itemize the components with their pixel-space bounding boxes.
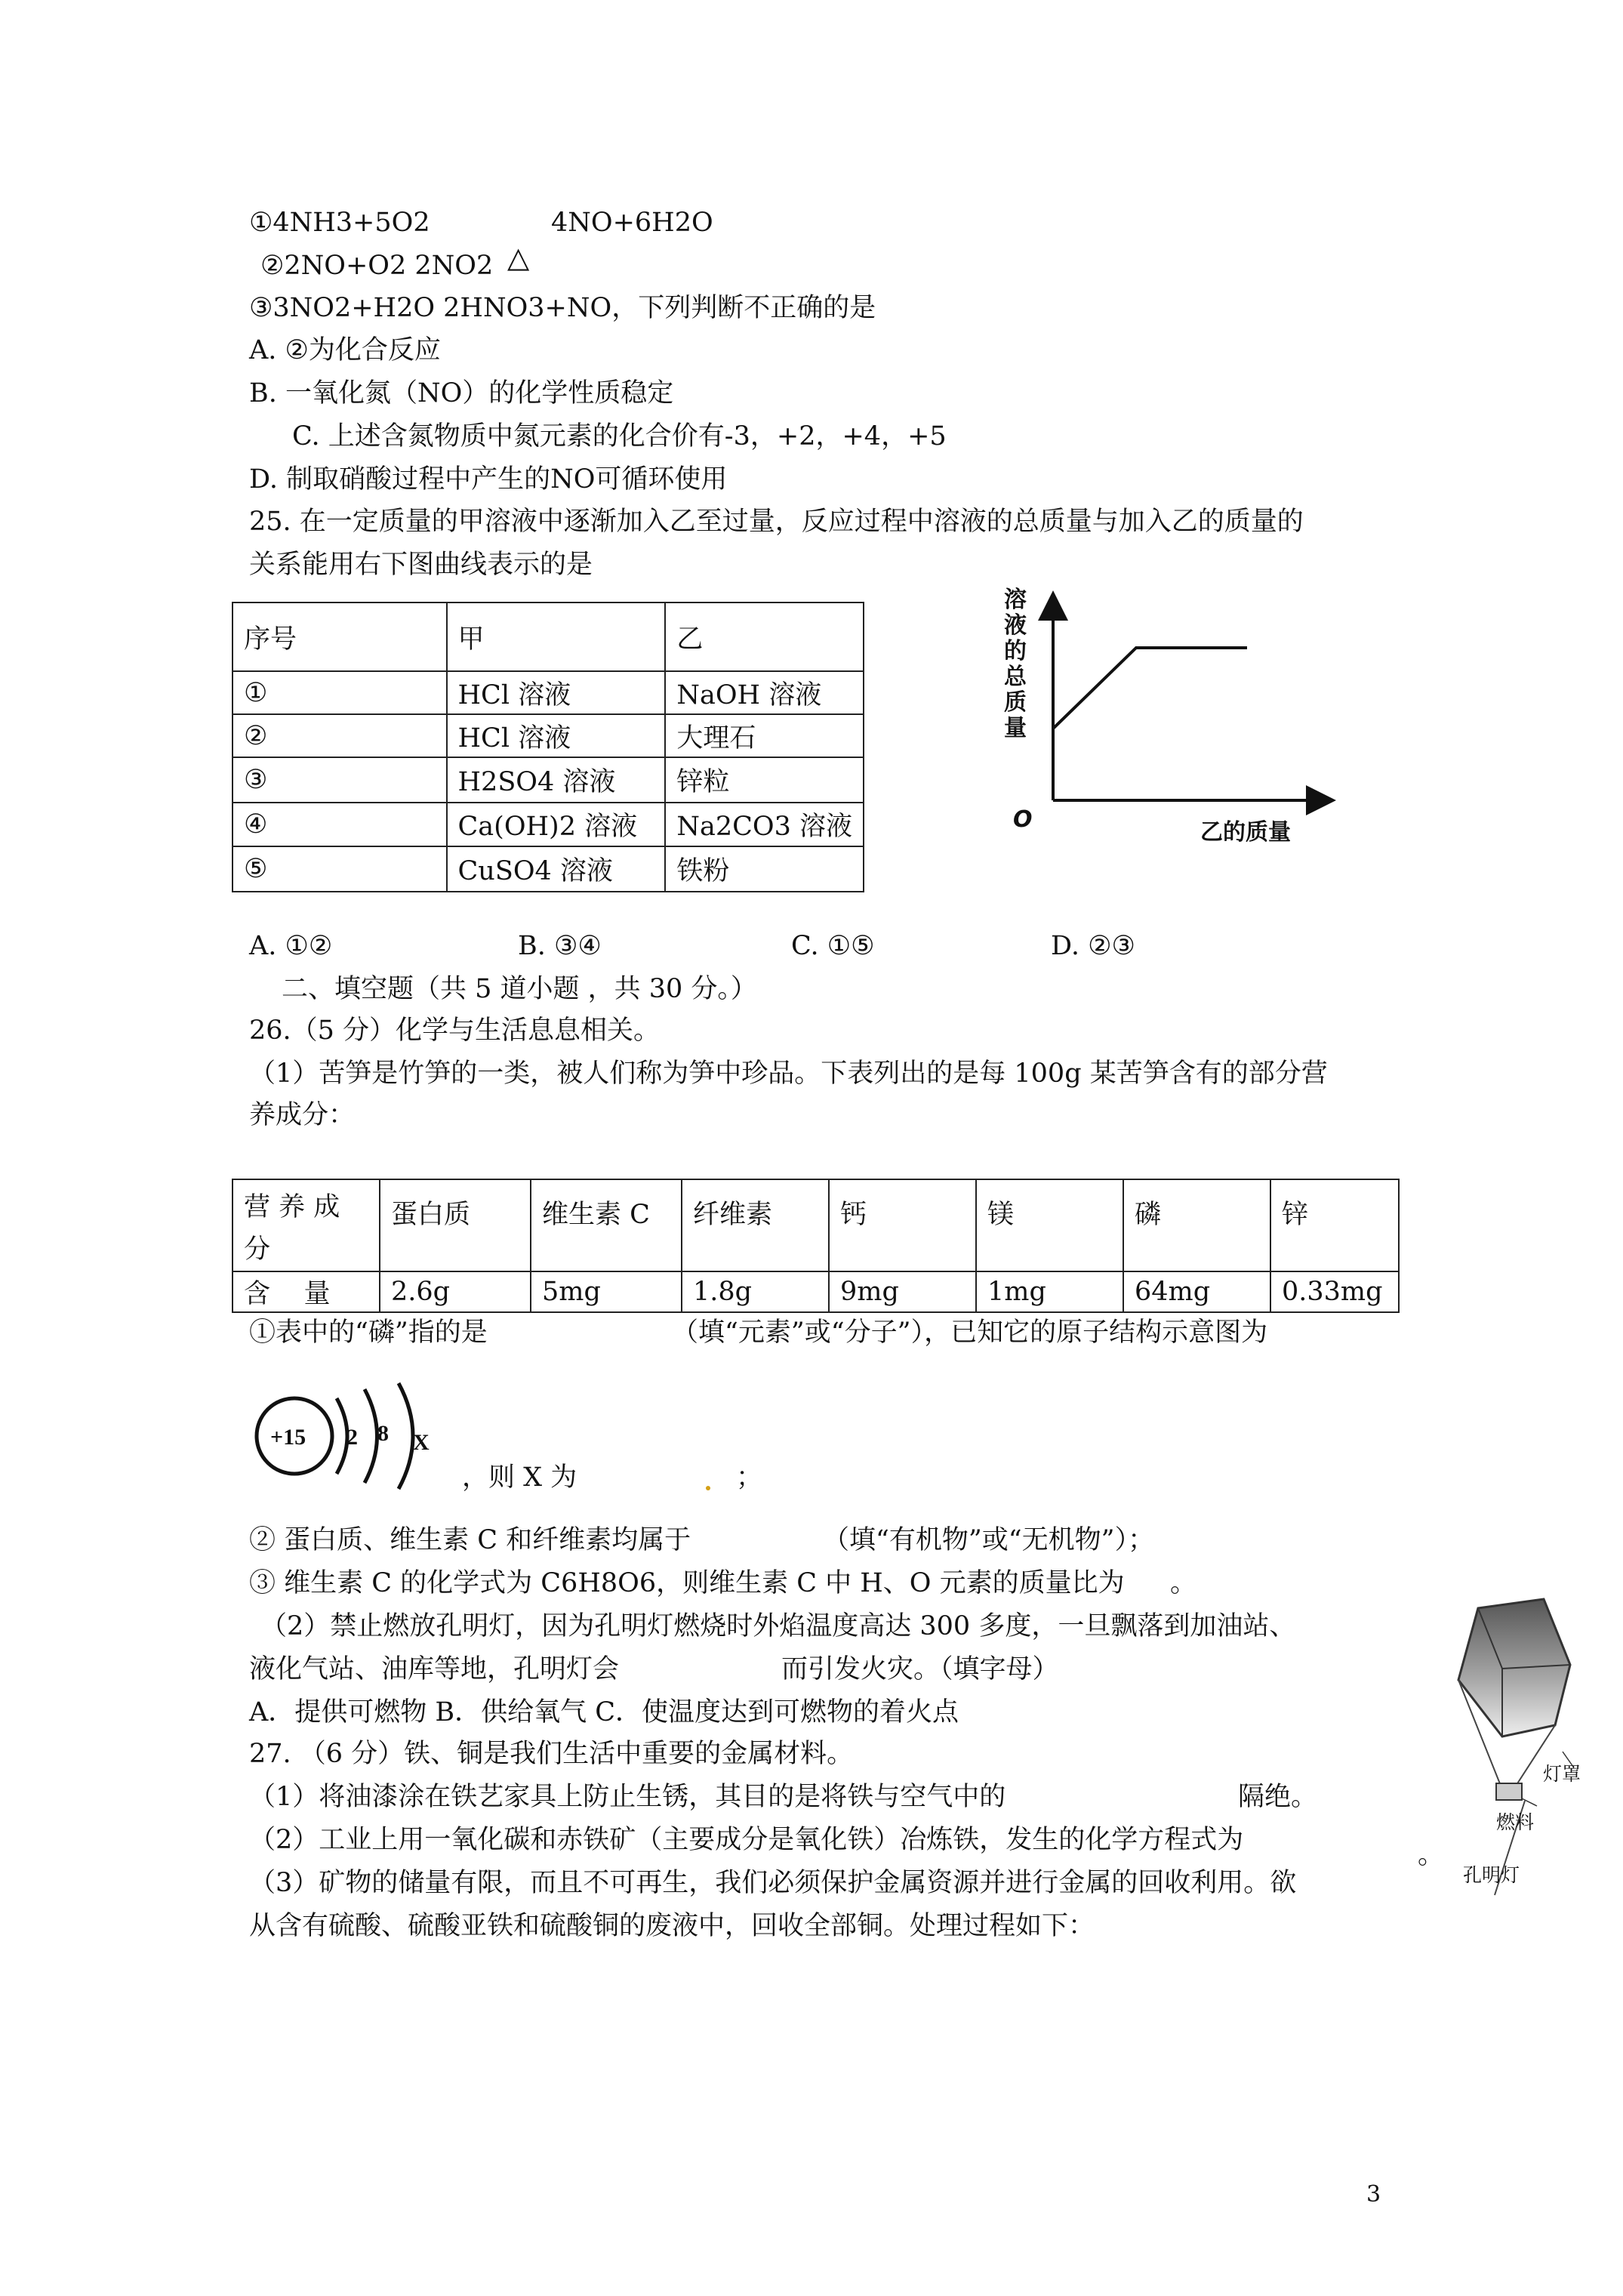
shell-electrons-unknown: X [413,1430,430,1455]
table-header-cell: 乙 [665,603,864,671]
table-cell: H2SO4 溶液 [447,757,666,803]
q26-sub3: ③ 维生素 C 的化学式为 C6H8O6，则维生素 C 中 H、O 元素的质量比为 [249,1568,1125,1598]
q27-part3-line2: 从含有硫酸、硫酸亚铁和硫酸铜的废液中，回收全部铜。处理过程如下： [249,1911,1095,1941]
q25-option-d: D. ②③ [1051,931,1135,961]
reaction-1-right: 4NO+6H2O [551,208,713,238]
q24-option-a: A. ②为化合反应 [249,335,441,365]
q26-part2-line2: 液化气站、油库等地，孔明灯会 [249,1654,620,1684]
fuel-holder [1496,1783,1522,1800]
table-header-cell: 序号 [233,603,447,671]
x-axis-label: 乙的质量 [1200,819,1291,846]
amount-cell: 64mg [1123,1271,1270,1312]
table-header-cell: 甲 [447,603,666,671]
table-cell: 铁粉 [665,846,864,892]
q27-title: 27. （6 分）铁、铜是我们生活中重要的金属材料。 [249,1739,854,1769]
q26-title: 26.（5 分）化学与生活息息相关。 [249,1015,661,1046]
q27-part3-line1: （3）矿物的储量有限，而且不可再生，我们必须保护金属资源并进行金属的回收利用。欲 [249,1868,1297,1898]
y-axis-label-char: 总 [1004,664,1027,690]
q25-stem-line2: 关系能用右下图曲线表示的是 [249,550,593,580]
table-cell: HCl 溶液 [447,671,666,714]
table-cell: Ca(OH)2 溶液 [447,803,666,846]
q26-sub1: ①表中的“磷”指的是 [249,1318,488,1348]
q26-part2-options: A．提供可燃物 B．供给氧气 C．使温度达到可燃物的着火点 [249,1697,959,1727]
q25-option-a: A. ①② [249,931,333,961]
table-row [233,1179,1399,1271]
heat-triangle-icon: △ [507,241,530,274]
table-row [233,803,864,846]
q24-option-b: B. 一氧化氮（NO）的化学性质稳定 [249,378,674,408]
lantern-name-label: 孔明灯 [1463,1864,1520,1886]
nutrient-name-cell: 钙 [829,1179,976,1271]
page-number: 3 [1366,2181,1381,2208]
q26-sub1-x: ，则 X 为 [462,1462,577,1493]
shell-electrons: 2 [346,1425,358,1450]
q25-stem-line1: 25. 在一定质量的甲溶液中逐渐加入乙至过量，反应过程中溶液的总质量与加入乙的质量的 [249,507,1304,537]
nutrition-table [232,1179,1400,1313]
y-axis-label-char: 质 [1004,689,1027,716]
nutrient-name-cell: 纤维素 [682,1179,829,1271]
reaction-3: ③3NO2+H2O 2HNO3+NO，下列判断不正确的是 [249,293,876,323]
y-axis-label-char: 量 [1004,715,1027,741]
table-cell: 锌粒 [665,757,864,803]
electron-shell-arc [399,1383,413,1489]
table-cell: ① [233,671,447,714]
q26-part2-line2-end: 而引发火灾。（填字母） [781,1654,1059,1684]
shell-electrons: 8 [377,1421,389,1446]
lantern-shade-label: 灯罩 [1543,1763,1581,1785]
amount-cell: 5mg [531,1271,682,1312]
electron-shell-arc [365,1389,377,1483]
q26-sub2-instruction: （填“有机物”或“无机物”）； [823,1525,1155,1555]
nucleus-charge: +15 [270,1425,306,1450]
table-cell: Na2CO3 溶液 [665,803,864,846]
q26-part1-line1: （1）苦笋是竹笋的一类，被人们称为笋中珍品。下表列出的是每 100g 某苦笋含有的部分营 [249,1059,1328,1089]
reaction-1-left: ①4NH3+5O2 [249,208,430,238]
table-header-row [233,603,864,671]
table-cell: ② [233,714,447,757]
electron-shell-arc [337,1398,347,1474]
y-axis-label-char: 的 [1004,638,1027,664]
phosphorus-atom-diagram [240,1367,444,1495]
table-row [233,846,864,892]
nutrient-header-line1: 营 养 成 [244,1192,340,1222]
table-cell: NaOH 溶液 [665,671,864,714]
q26-sub3-end: 。 [1170,1568,1197,1598]
origin-label: O [1013,806,1033,833]
mass-curve-graph [981,581,1344,853]
table-cell: ③ [233,757,447,803]
mass-curve-line [1053,648,1247,729]
table-cell: HCl 溶液 [447,714,666,757]
amount-cell: 1.8g [682,1271,829,1312]
q25-option-b: B. ③④ [518,931,602,961]
table-row [233,1271,1399,1312]
nutrient-name-cell: 锌 [1270,1179,1399,1271]
amount-cell: 1mg [976,1271,1123,1312]
q27-part1: （1）将油漆涂在铁艺家具上防止生锈，其目的是将铁与空气中的 [249,1782,1006,1812]
table-row [233,714,864,757]
table-row [233,757,864,803]
q27-part1-end: 隔绝。 [1238,1782,1318,1812]
dot-mark [706,1486,710,1490]
nutrient-header-line2: 分 [244,1234,271,1265]
q27-part2-end: 。 [1418,1840,1445,1870]
amount-cell: 9mg [829,1271,976,1312]
q26-part2-line1: （2）禁止燃放孔明灯，因为孔明灯燃烧时外焰温度高达 300 多度，一旦飘落到加油站、 [260,1611,1296,1641]
q25-option-c: C. ①⑤ [791,931,875,961]
q24-option-d: D. 制取硝酸过程中产生的NO可循环使用 [249,464,728,495]
q25-reagent-table [232,602,864,892]
reaction-2: ②2NO+O2 2NO2 [260,251,494,281]
q26-sub1-end: ； [736,1462,763,1493]
q24-option-c: C. 上述含氮物质中氮元素的化合价有-3，+2，+4，+5 [292,421,947,451]
section-heading: 二、填空题（共 5 道小题 ，共 30 分。） [282,974,757,1004]
y-axis-label-char: 溶 [1004,587,1027,613]
amount-label-cell: 含 量 [233,1271,380,1312]
nutrient-header-cell [233,1179,380,1271]
nutrient-name-cell: 维生素 C [531,1179,682,1271]
table-cell: ④ [233,803,447,846]
q26-sub1-instruction: （填“元素”或“分子”），已知它的原子结构示意图为 [672,1318,1268,1348]
table-row [233,671,864,714]
q26-part1-line2: 养成分： [249,1100,356,1130]
nutrient-name-cell: 镁 [976,1179,1123,1271]
nutrient-name-cell: 磷 [1123,1179,1270,1271]
amount-cell: 2.6g [380,1271,531,1312]
y-axis-label-char: 液 [1004,612,1027,639]
q26-sub2: ② 蛋白质、维生素 C 和纤维素均属于 [249,1525,691,1555]
table-cell: CuSO4 溶液 [447,846,666,892]
table-cell: 大理石 [665,714,864,757]
nutrient-name-cell: 蛋白质 [380,1179,531,1271]
lantern-fuel-label: 燃料 [1496,1811,1535,1833]
table-cell: ⑤ [233,846,447,892]
amount-cell: 0.33mg [1270,1271,1399,1312]
q27-part2: （2）工业上用一氧化碳和赤铁矿（主要成分是氧化铁）冶炼铁，发生的化学方程式为 [249,1825,1244,1855]
